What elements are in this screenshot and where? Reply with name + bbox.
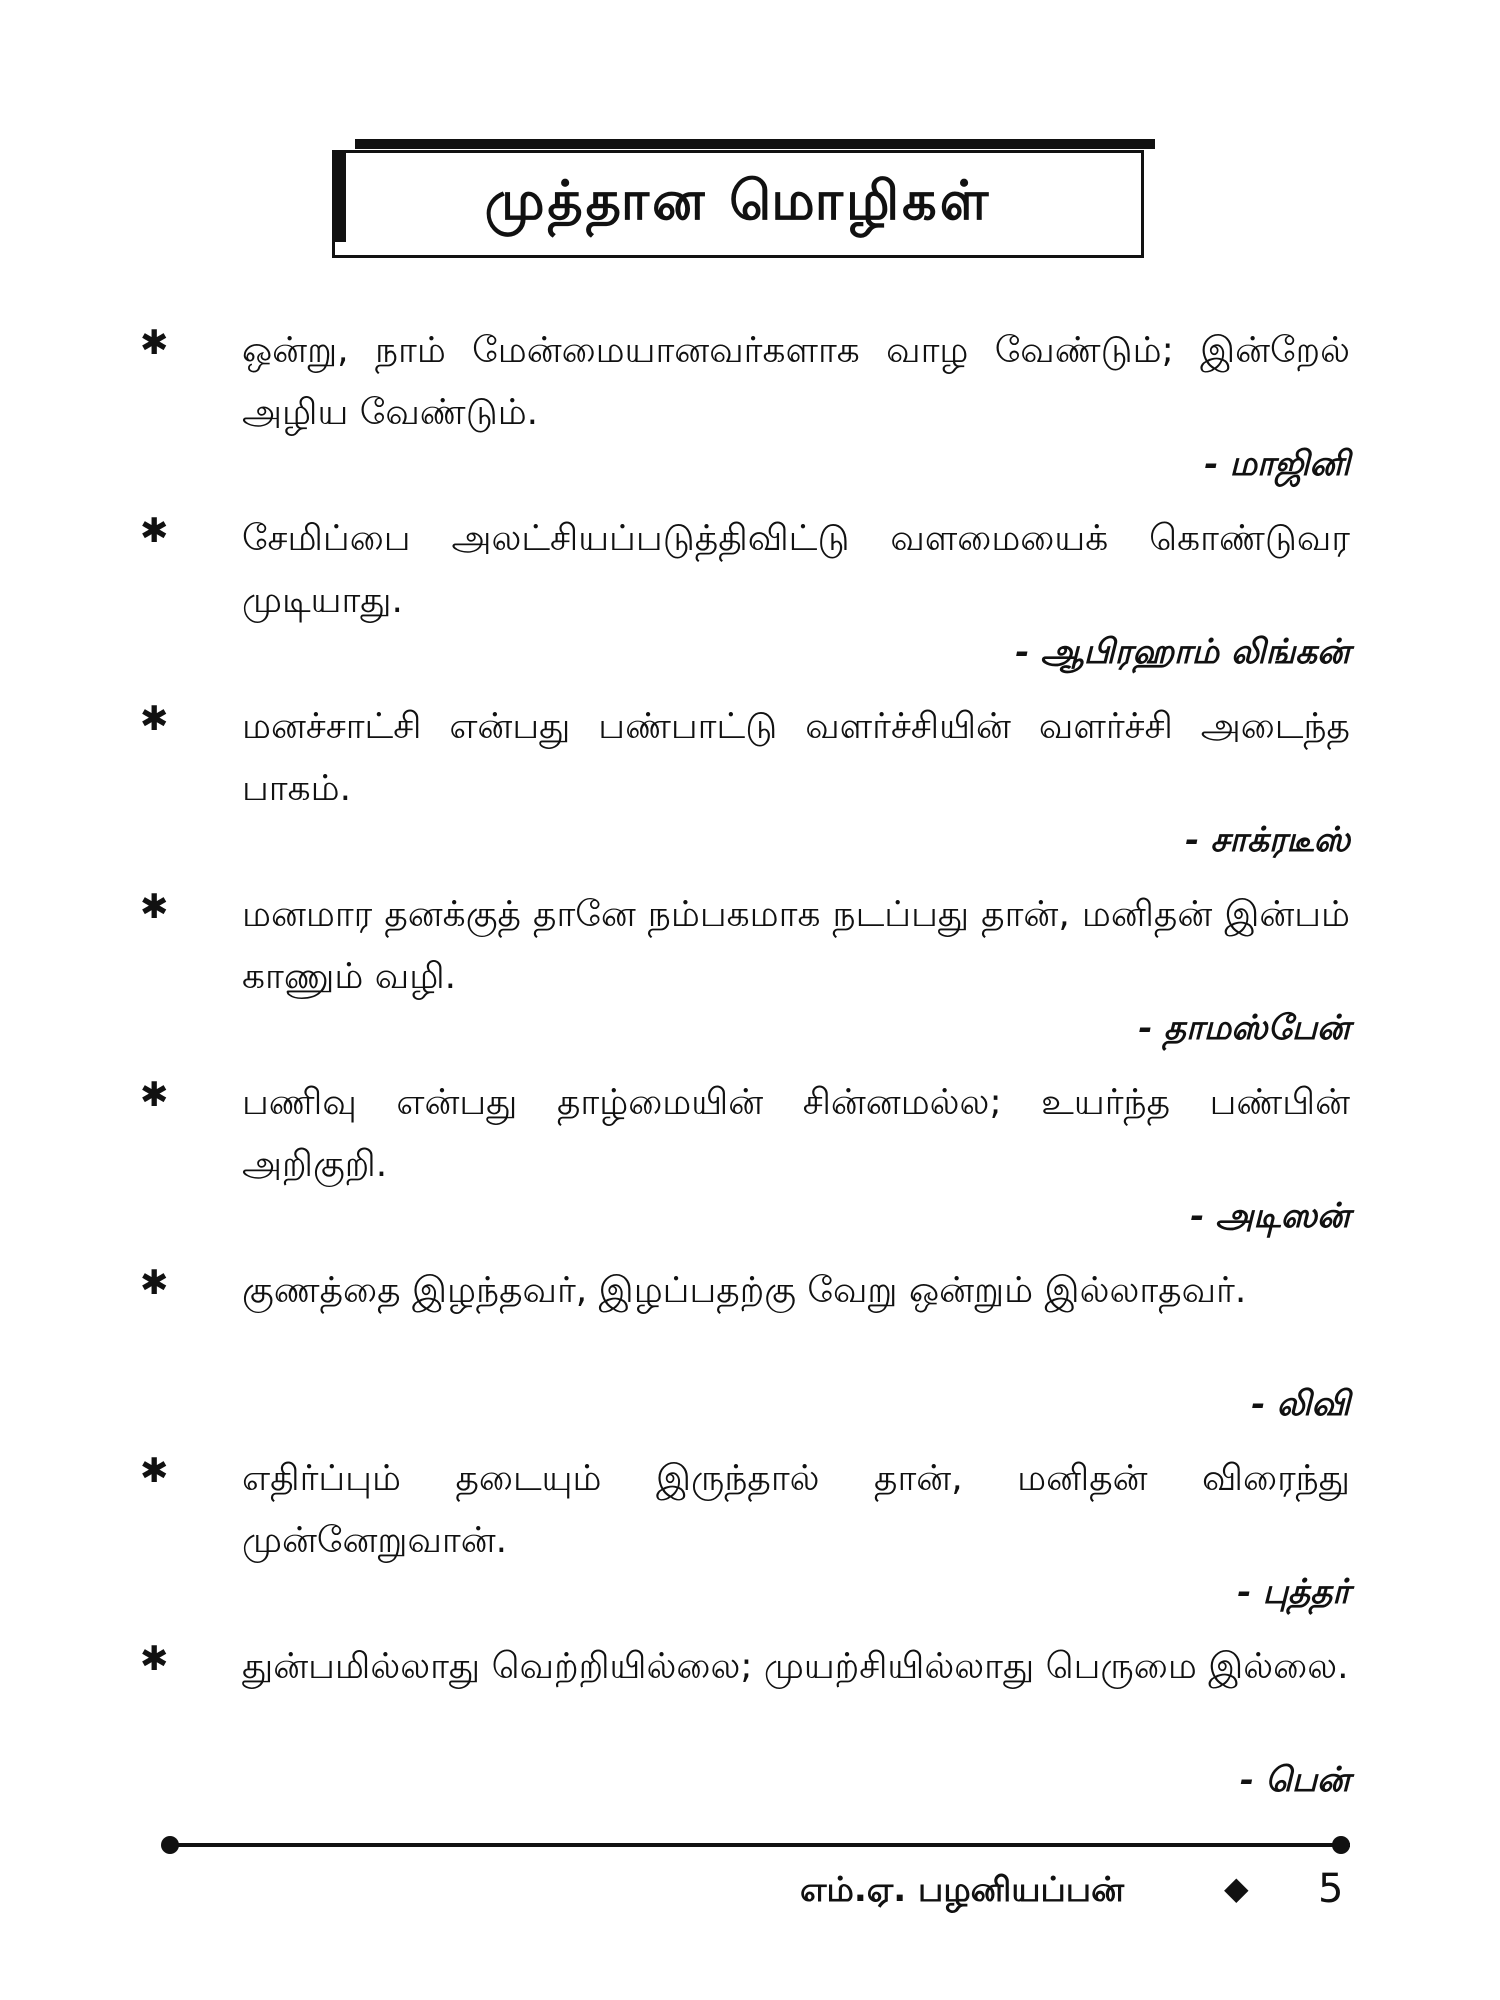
quote-list xyxy=(140,320,1360,1824)
quote-item xyxy=(140,884,1360,1072)
star-bullet-icon: ✱ xyxy=(140,699,169,739)
quote-item xyxy=(140,696,1360,884)
quote-text: எதிர்ப்பும் தடையும் இருந்தால் தான், மனிதன் விரைந்து முன்னேறுவான். xyxy=(242,1458,1350,1561)
quote-author: - புத்தர் xyxy=(1236,1572,1350,1612)
quote-text: ஒன்று, நாம் மேன்மையானவர்களாக வாழ வேண்டும்; இன்றேல் அழிய வேண்டும். xyxy=(242,330,1350,433)
quote-text: குணத்தை இழந்தவர், இழப்பதற்கு வேறு ஒன்றும் இல்லாதவர். xyxy=(242,1270,1247,1311)
quote-item xyxy=(140,1072,1360,1260)
title-box xyxy=(332,150,1144,258)
quote-author: - தாமஸ்பேன் xyxy=(1137,1008,1350,1048)
quote-author: - சாக்ரடீஸ் xyxy=(1184,820,1350,860)
quote-item xyxy=(140,320,1360,508)
quote-author: - ஆபிரஹாம் லிங்கன் xyxy=(1014,632,1350,672)
star-bullet-icon: ✱ xyxy=(140,511,169,551)
quote-author: - அடிஸன் xyxy=(1189,1196,1350,1236)
star-bullet-icon: ✱ xyxy=(140,323,169,363)
star-bullet-icon: ✱ xyxy=(140,1451,169,1491)
star-bullet-icon: ✱ xyxy=(140,1263,169,1303)
quote-text: துன்பமில்லாது வெற்றியில்லை; முயற்சியில்லாது பெருமை இல்லை. xyxy=(242,1646,1349,1687)
quote-text: பணிவு என்பது தாழ்மையின் சின்னமல்ல; உயர்ந்த பண்பின் அறிகுறி. xyxy=(242,1082,1350,1185)
diamond-separator-icon: ◆ xyxy=(1224,1869,1249,1907)
footer-rule xyxy=(170,1843,1350,1847)
quote-author: - பென் xyxy=(1239,1760,1350,1800)
quote-author: - மாஜினி xyxy=(1203,444,1350,484)
quote-text: மனமார தனக்குத் தானே நம்பகமாக நடப்பது தான், மனிதன் இன்பம் காணும் வழி. xyxy=(242,894,1350,997)
star-bullet-icon: ✱ xyxy=(140,1075,169,1115)
page-title: முத்தான மொழிகள் xyxy=(484,168,992,232)
quote-item xyxy=(140,1260,1360,1448)
quote-item xyxy=(140,1636,1360,1824)
quote-author: - லிவி xyxy=(1250,1384,1350,1424)
star-bullet-icon: ✱ xyxy=(140,887,169,927)
footer-author: எம்.ஏ. பழனியப்பன் xyxy=(800,1870,1125,1910)
star-bullet-icon: ✱ xyxy=(140,1639,169,1679)
rule-end-dot-right xyxy=(1332,1836,1350,1854)
rule-end-dot-left xyxy=(161,1836,179,1854)
quote-text: மனச்சாட்சி என்பது பண்பாட்டு வளர்ச்சியின் வளர்ச்சி அடைந்த பாகம். xyxy=(242,706,1350,809)
quote-item xyxy=(140,508,1360,696)
quote-item xyxy=(140,1448,1360,1636)
quote-text: சேமிப்பை அலட்சியப்படுத்திவிட்டு வளமையைக் கொண்டுவர முடியாது. xyxy=(242,518,1350,621)
page-number: 5 xyxy=(1318,1866,1344,1912)
